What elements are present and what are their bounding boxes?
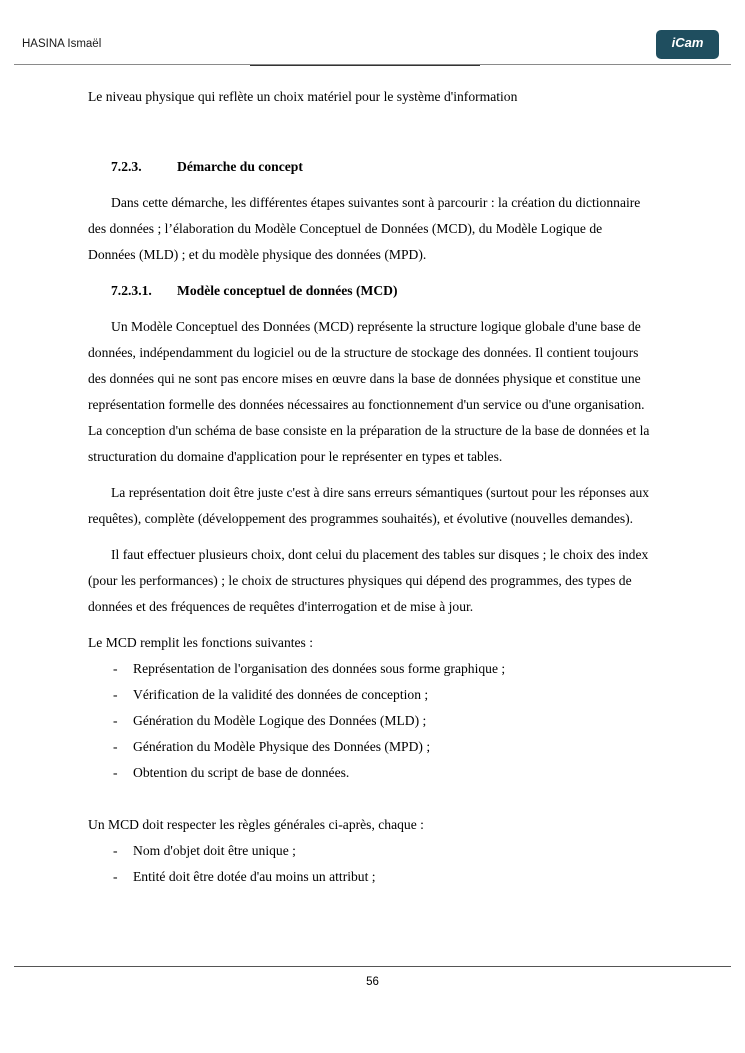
list-item: - Génération du Modèle Physique des Données (MPD) ; — [88, 734, 650, 760]
mcd-paragraph-1: Un Modèle Conceptuel des Données (MCD) représente la structure logique globale d'une base de données, indépendamment du logiciel ou de la structure de stockage des données. Il contient toujours des données qui ne sont pas encore mises en œuvre dans la base de données physique et constitue une représentation formelle des données nécessaires au fonctionnement d'un service ou d'une organisation. La conception d'un schéma de base consiste en la préparation de la structure de la base de données et la structuration du domaine d'application pour le représenter en types et tables. — [88, 319, 650, 464]
section-title: Démarche du concept — [177, 159, 303, 174]
header-author: HASINA Ismaël — [22, 38, 102, 50]
header-divider-accent — [250, 65, 480, 66]
demarche-paragraph: Dans cette démarche, les différentes étapes suivantes sont à parcourir : la création du dictionnaire des données ; l’élaboration du Modèle Conceptuel de Données (MCD), du Modèle Logique de Données (MLD) ; et du modèle physique des données (MPD). — [88, 195, 641, 262]
logo-text: iCam — [671, 35, 704, 50]
list-item: - Entité doit être dotée d'au moins un attribut ; — [88, 864, 650, 890]
functions-lead: Le MCD remplit les fonctions suivantes : — [88, 635, 314, 650]
spacer — [88, 786, 650, 812]
section-heading-7-2-3-1 — [111, 278, 650, 304]
list-item: - Vérification de la validité des données de conception ; — [88, 682, 650, 708]
section-number: 7.2.3. — [111, 159, 142, 174]
intro-line: Le niveau physique qui reflète un choix matériel pour le système d'information — [88, 89, 518, 104]
spacer — [88, 110, 650, 146]
page-number: 56 — [366, 976, 379, 988]
institution-logo — [656, 30, 719, 59]
list-item: - Représentation de l'organisation des données sous forme graphique ; — [88, 656, 650, 682]
list-item: - Nom d'objet doit être unique ; — [88, 838, 650, 864]
section-title: Modèle conceptuel de données (MCD) — [177, 283, 398, 298]
mcd-paragraph-2: La représentation doit être juste c'est à dire sans erreurs sémantiques (surtout pour les réponses aux requêtes), complète (développement des programmes souhaités), et évolutive (nouvelles demandes). — [88, 485, 650, 526]
page-content — [88, 84, 650, 890]
rules-list — [88, 838, 650, 890]
rules-lead: Un MCD doit respecter les règles générales ci-après, chaque : — [88, 817, 424, 832]
list-item: - Génération du Modèle Logique des Données (MLD) ; — [88, 708, 650, 734]
section-heading-7-2-3 — [111, 154, 650, 180]
section-number: 7.2.3.1. — [111, 283, 152, 298]
list-item: - Obtention du script de base de données. — [88, 760, 650, 786]
functions-list — [88, 656, 650, 786]
mcd-paragraph-3: Il faut effectuer plusieurs choix, dont celui du placement des tables sur disques ; le choix des index (pour les performances) ; le choix de structures physiques qui dépend des programmes, des types de données et des fréquences de requêtes d'interrogation et de mise à jour. — [88, 547, 649, 614]
footer-divider — [14, 966, 731, 967]
